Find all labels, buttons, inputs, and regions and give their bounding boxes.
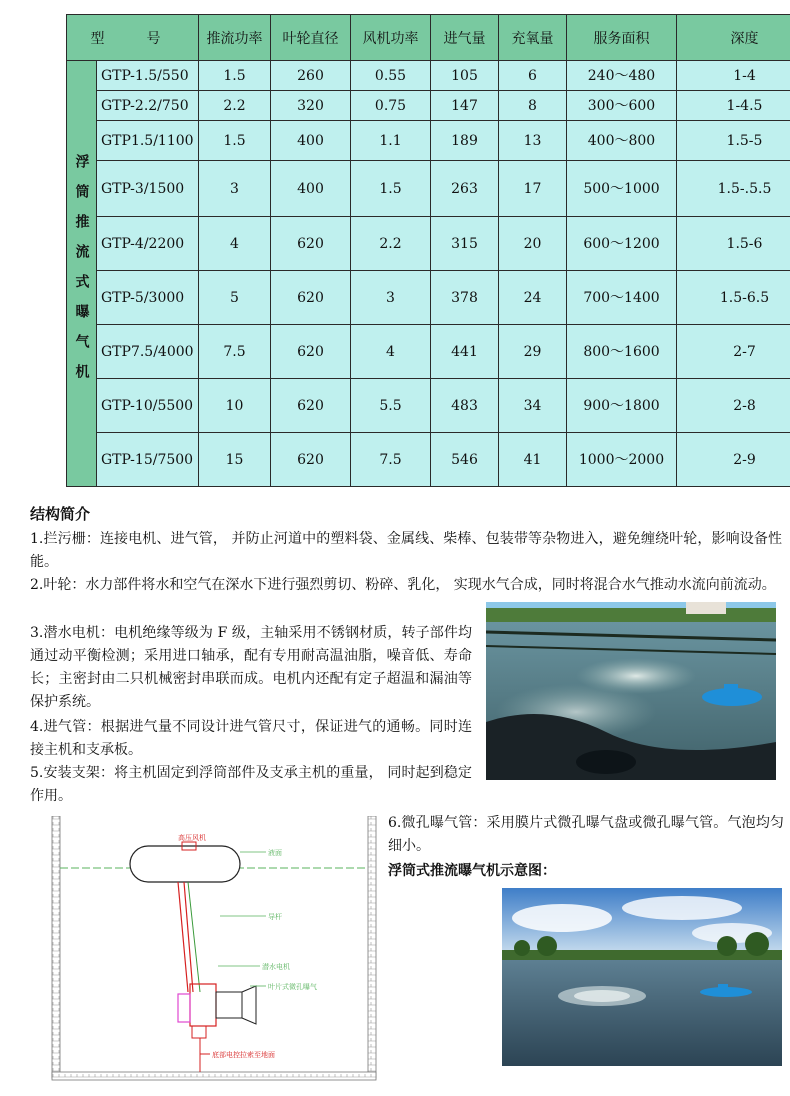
cell-oxygen: 8 — [499, 91, 567, 121]
label-impeller: 叶片式微孔曝气 — [268, 983, 317, 991]
group-label: 浮筒推流式曝气机 — [67, 61, 97, 487]
cell-area: 400～800 — [567, 121, 677, 161]
cell-oxygen: 34 — [499, 379, 567, 433]
cell-oxygen: 20 — [499, 217, 567, 271]
cell-depth: 1-4 — [677, 61, 790, 91]
cell-fan-power: 1.1 — [351, 121, 431, 161]
cell-oxygen: 29 — [499, 325, 567, 379]
header-depth: 深度 — [677, 15, 790, 61]
header-push-power: 推流功率 — [199, 15, 271, 61]
structure-item-1: 1.拦污栅：连接电机、进气管， 并防止河道中的塑料袋、金属线、柴棒、包装带等杂物进入，避免缠绕叶轮，影响设备性能。 — [30, 531, 782, 570]
header-service-area: 服务面积 — [567, 15, 677, 61]
cell-push-power: 15 — [199, 433, 271, 487]
cell-intake: 441 — [431, 325, 499, 379]
cell-intake: 378 — [431, 271, 499, 325]
cell-model: GTP-15/7500 — [97, 433, 199, 487]
cell-area: 700～1400 — [567, 271, 677, 325]
aerator-photo-closeup — [486, 602, 776, 780]
cell-impeller: 620 — [271, 379, 351, 433]
header-model: 型 号 — [67, 15, 199, 61]
structure-item-5: 5.安装支架：将主机固定到浮筒部件及支承主机的重量， 同时起到稳定作用。 — [30, 765, 472, 804]
cell-depth: 2-7 — [677, 325, 790, 379]
cell-oxygen: 24 — [499, 271, 567, 325]
cell-area: 300～600 — [567, 91, 677, 121]
cell-oxygen: 41 — [499, 433, 567, 487]
header-oxygen: 充氧量 — [499, 15, 567, 61]
spec-table — [66, 14, 790, 487]
structure-item-6: 6.微孔曝气管：采用膜片式微孔曝气盘或微孔曝气管。气泡均匀细小。 — [388, 815, 784, 854]
cell-area: 500～1000 — [567, 161, 677, 217]
cell-push-power: 1.5 — [199, 121, 271, 161]
cell-fan-power: 1.5 — [351, 161, 431, 217]
header-impeller-diameter: 叶轮直径 — [271, 15, 351, 61]
cell-impeller: 620 — [271, 217, 351, 271]
cell-intake: 546 — [431, 433, 499, 487]
cell-oxygen: 6 — [499, 61, 567, 91]
cell-fan-power: 0.75 — [351, 91, 431, 121]
cell-area: 600～1200 — [567, 217, 677, 271]
cell-model: GTP-10/5500 — [97, 379, 199, 433]
cell-fan-power: 0.55 — [351, 61, 431, 91]
table-row — [67, 161, 790, 217]
cell-area: 800～1600 — [567, 325, 677, 379]
cell-depth: 1.5-6.5 — [677, 271, 790, 325]
cell-fan-power: 5.5 — [351, 379, 431, 433]
cell-intake: 483 — [431, 379, 499, 433]
cell-area: 1000～2000 — [567, 433, 677, 487]
cell-push-power: 4 — [199, 217, 271, 271]
cell-intake: 263 — [431, 161, 499, 217]
cell-impeller: 620 — [271, 325, 351, 379]
cell-model: GTP1.5/1100 — [97, 121, 199, 161]
cell-fan-power: 4 — [351, 325, 431, 379]
cell-depth: 2-9 — [677, 433, 790, 487]
cell-model: GTP-1.5/550 — [97, 61, 199, 91]
table-row — [67, 325, 790, 379]
cell-intake: 189 — [431, 121, 499, 161]
cell-push-power: 1.5 — [199, 61, 271, 91]
cell-impeller: 260 — [271, 61, 351, 91]
cell-model: GTP-3/1500 — [97, 161, 199, 217]
cell-model: GTP-4/2200 — [97, 217, 199, 271]
cell-push-power: 5 — [199, 271, 271, 325]
table-row — [67, 433, 790, 487]
cell-area: 900～1800 — [567, 379, 677, 433]
aerator-photo-river — [502, 888, 782, 1066]
header-fan-power: 风机功率 — [351, 15, 431, 61]
cell-depth: 1-4.5 — [677, 91, 790, 121]
cell-intake: 147 — [431, 91, 499, 121]
structure-item-2: 2.叶轮：水力部件将水和空气在深水下进行强烈剪切、粉碎、乳化， 实现水气合成，同时将混合水气推动水流向前流动。 — [30, 577, 776, 593]
label-motor: 潜水电机 — [262, 963, 290, 971]
table-header-row — [67, 15, 790, 61]
cell-oxygen: 13 — [499, 121, 567, 161]
structure-item-4: 4.进气管：根据进气量不同设计进气管尺寸，保证进气的通畅。同时连接主机和支承板。 — [30, 719, 472, 758]
cell-impeller: 620 — [271, 433, 351, 487]
cell-fan-power: 2.2 — [351, 217, 431, 271]
cell-push-power: 3 — [199, 161, 271, 217]
section-title: 结构简介 — [30, 505, 91, 523]
label-bottom: 底部电控拉索至地面 — [212, 1051, 275, 1059]
table-row — [67, 121, 790, 161]
cell-intake: 315 — [431, 217, 499, 271]
cell-oxygen: 17 — [499, 161, 567, 217]
cell-model: GTP-2.2/750 — [97, 91, 199, 121]
cell-impeller: 400 — [271, 121, 351, 161]
cell-model: GTP-5/3000 — [97, 271, 199, 325]
diagram-title: 浮筒式推流曝气机示意图： — [388, 863, 556, 879]
label-float: 高压风机 — [178, 834, 206, 842]
label-pipe: 导杆 — [268, 913, 282, 921]
cell-push-power: 2.2 — [199, 91, 271, 121]
cell-impeller: 320 — [271, 91, 351, 121]
cell-push-power: 7.5 — [199, 325, 271, 379]
cell-depth: 2-8 — [677, 379, 790, 433]
cell-area: 240～480 — [567, 61, 677, 91]
table-row — [67, 91, 790, 121]
header-air-intake: 进气量 — [431, 15, 499, 61]
cell-model: GTP7.5/4000 — [97, 325, 199, 379]
structure-item-3: 3.潜水电机：电机绝缘等级为 F 级，主轴采用不锈钢材质，转子部件均通过动平衡检测；采用进口轴承，配有专用耐高温油脂，噪音低、寿命长；主密封由二只机械密封串联而成。电机内还配有定子超温和漏油等保护系统。 — [30, 625, 472, 710]
cell-fan-power: 7.5 — [351, 433, 431, 487]
cell-impeller: 620 — [271, 271, 351, 325]
cell-depth: 1.5-.5.5 — [677, 161, 790, 217]
cell-push-power: 10 — [199, 379, 271, 433]
aerator-schematic — [50, 816, 382, 1082]
cell-depth: 1.5-6 — [677, 217, 790, 271]
cell-fan-power: 3 — [351, 271, 431, 325]
cell-intake: 105 — [431, 61, 499, 91]
table-row — [67, 271, 790, 325]
label-water: 液面 — [268, 849, 282, 857]
table-row — [67, 217, 790, 271]
cell-depth: 1.5-5 — [677, 121, 790, 161]
table-row — [67, 61, 790, 91]
cell-impeller: 400 — [271, 161, 351, 217]
table-row — [67, 379, 790, 433]
